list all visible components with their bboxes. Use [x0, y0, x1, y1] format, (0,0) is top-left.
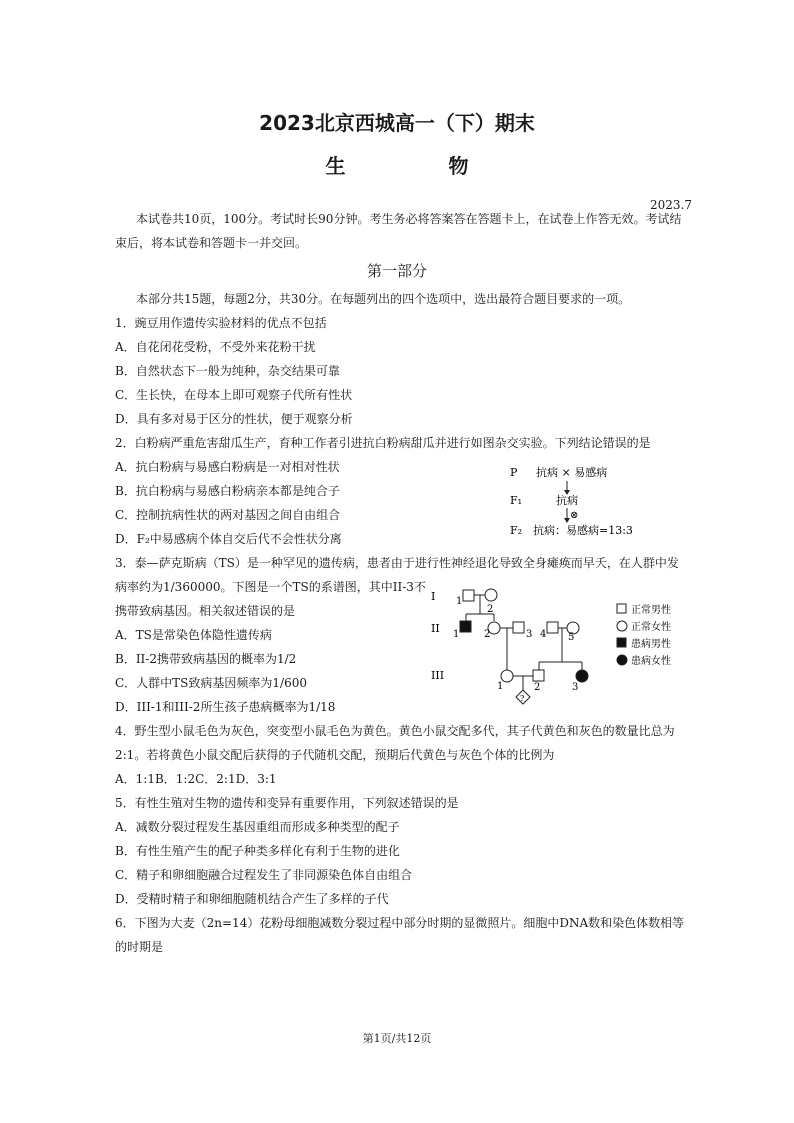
question-5-option-b: B．有性生殖产生的配子种类多样化有利于生物的进化 [115, 844, 400, 858]
question-4-options: A．1:1B．1:2C．2:1D．3:1 [115, 772, 277, 786]
cross-f1-text: 抗病 [556, 494, 578, 507]
question-3-option-b: B．II-2携带致病基因的概率为1/2 [115, 652, 297, 666]
question-1-option-d: D．具有多对易于区分的性状，便于观察分析 [115, 412, 353, 426]
pedigree-num-ii-4: 4 [540, 629, 547, 640]
question-5-option-a: A．减数分裂过程发生基因重组而形成多种类型的配子 [115, 820, 400, 834]
cross-diagram [500, 462, 690, 544]
notice-line-2: 束后，将本试卷和答题卡一并交回。 [115, 236, 308, 250]
pedigree-num-iii-3: 3 [572, 682, 579, 693]
legend-normal-female-label: 正常女性 [631, 622, 671, 633]
cross-f2-label: F₂ [510, 524, 523, 537]
question-3-stem-line-1: 3．泰—萨克斯病（TS）是一种罕见的遗传病，患者由于进行性神经退化导致全身瘫痪而早夭，在人群中发 [115, 556, 679, 570]
question-4-stem-line-1: 4．野生型小鼠毛色为灰色，突变型小鼠毛色为黄色。黄色小鼠交配多代，其子代黄色和灰色的数量比总为 [115, 724, 675, 738]
question-6-stem-line-1: 6．下图为大麦（2n=14）花粉母细胞减数分裂过程中部分时期的显微照片。细胞中DNA数和染色体数相等 [115, 916, 685, 930]
question-2-option-b: B．抗白粉病与易感白粉病亲本都是纯合子 [115, 484, 340, 498]
pedigree-chart [425, 584, 690, 706]
pedigree-num-ii-5: 5 [568, 632, 575, 643]
page-footer: 第1页/共12页 [362, 1032, 432, 1045]
individual-ii-3 [513, 622, 524, 633]
individual-i-2 [485, 589, 497, 601]
cross-f2-text: 抗病：易感病=13:3 [533, 524, 633, 537]
unknown-child-mark: ? [520, 694, 525, 703]
question-3-stem-line-2: 病率约为1/360000。下图是一个TS的系谱图，其中II-3不 [115, 580, 426, 594]
legend-affected-male-symbol [617, 638, 626, 647]
legend-affected-female-label: 患病女性 [631, 656, 671, 667]
part-intro: 本部分共15题，每题2分，共30分。在每题列出的四个选项中，选出最符合题目要求的一项。 [136, 292, 631, 306]
question-1-stem: 1．豌豆用作遗传实验材料的优点不包括 [115, 316, 327, 330]
question-3-stem-line-3: 携带致病基因。相关叙述错误的是 [115, 604, 296, 618]
question-1-option-c: C．生长快，在母本上即可观察子代所有性状 [115, 388, 353, 402]
generation-label-3: III [431, 669, 445, 682]
cross-p-text: 抗病 × 易感病 [536, 466, 608, 479]
pedigree-num-i-1: 1 [456, 596, 463, 607]
pedigree-num-iii-1: 1 [497, 681, 504, 692]
question-5-option-c: C．精子和卵细胞融合过程发生了非同源染色体自由组合 [115, 868, 413, 882]
generation-label-1: I [431, 590, 436, 603]
pedigree-num-ii-1: 1 [453, 629, 460, 640]
individual-iii-3 [576, 670, 588, 682]
self-cross-symbol: ⊗ [570, 510, 579, 521]
question-3-option-c: C．人群中TS致病基因频率为1/600 [115, 676, 307, 690]
question-3-option-a: A．TS是常染色体隐性遗传病 [115, 628, 272, 642]
question-5-option-d: D．受精时精子和卵细胞随机结合产生了多样的子代 [115, 892, 389, 906]
legend-affected-female-symbol [617, 655, 627, 665]
individual-iii-2 [533, 670, 544, 681]
question-1-option-b: B．自然状态下一般为纯种，杂交结果可靠 [115, 364, 340, 378]
exam-date: 2023.7 [650, 198, 692, 212]
exam-title: 2023北京西城高一（下）期末 [259, 111, 535, 135]
question-2-option-d: D．F₂中易感病个体自交后代不会性状分离 [115, 532, 342, 546]
pedigree-num-ii-2: 2 [484, 629, 491, 640]
generation-label-2: II [431, 622, 440, 635]
question-3-option-d: D．III-1和III-2所生孩子患病概率为1/18 [115, 700, 336, 714]
individual-ii-1 [460, 621, 471, 632]
legend-affected-male-label: 患病男性 [631, 639, 671, 650]
question-2-option-c: C．控制抗病性状的两对基因之间自由组合 [115, 508, 341, 522]
pedigree-num-iii-2: 2 [534, 682, 541, 693]
pedigree-num-i-2: 2 [487, 604, 494, 615]
part-title: 第一部分 [366, 262, 427, 280]
legend-normal-male-symbol [617, 604, 626, 613]
subject-title: 生 物 [325, 154, 517, 178]
question-6-stem-line-2: 的时期是 [115, 940, 164, 954]
individual-ii-4 [547, 622, 558, 633]
legend-normal-female-symbol [617, 621, 627, 631]
cross-p-label: P [510, 466, 518, 479]
question-2-stem: 2．白粉病严重危害甜瓜生产，育种工作者引进抗白粉病甜瓜并进行如图杂交实验。下列结论错误的是 [115, 436, 651, 450]
question-5-stem: 5．有性生殖对生物的遗传和变异有重要作用，下列叙述错误的是 [115, 796, 459, 810]
cross-f1-label: F₁ [510, 494, 523, 507]
question-1-option-a: A．自花闭花受粉，不受外来花粉干扰 [115, 340, 316, 354]
individual-i-1 [463, 590, 474, 601]
legend-normal-male-label: 正常男性 [631, 605, 671, 616]
pedigree-num-ii-3: 3 [526, 629, 533, 640]
question-4-stem-line-2: 2:1。若将黄色小鼠交配后获得的子代随机交配，预期后代黄色与灰色个体的比例为 [115, 748, 555, 762]
question-2-option-a: A．抗白粉病与易感白粉病是一对相对性状 [115, 460, 340, 474]
notice-line-1: 本试卷共10页，100分。考试时长90分钟。考生务必将答案答在答题卡上，在试卷上作答无效。考试结 [136, 212, 682, 226]
